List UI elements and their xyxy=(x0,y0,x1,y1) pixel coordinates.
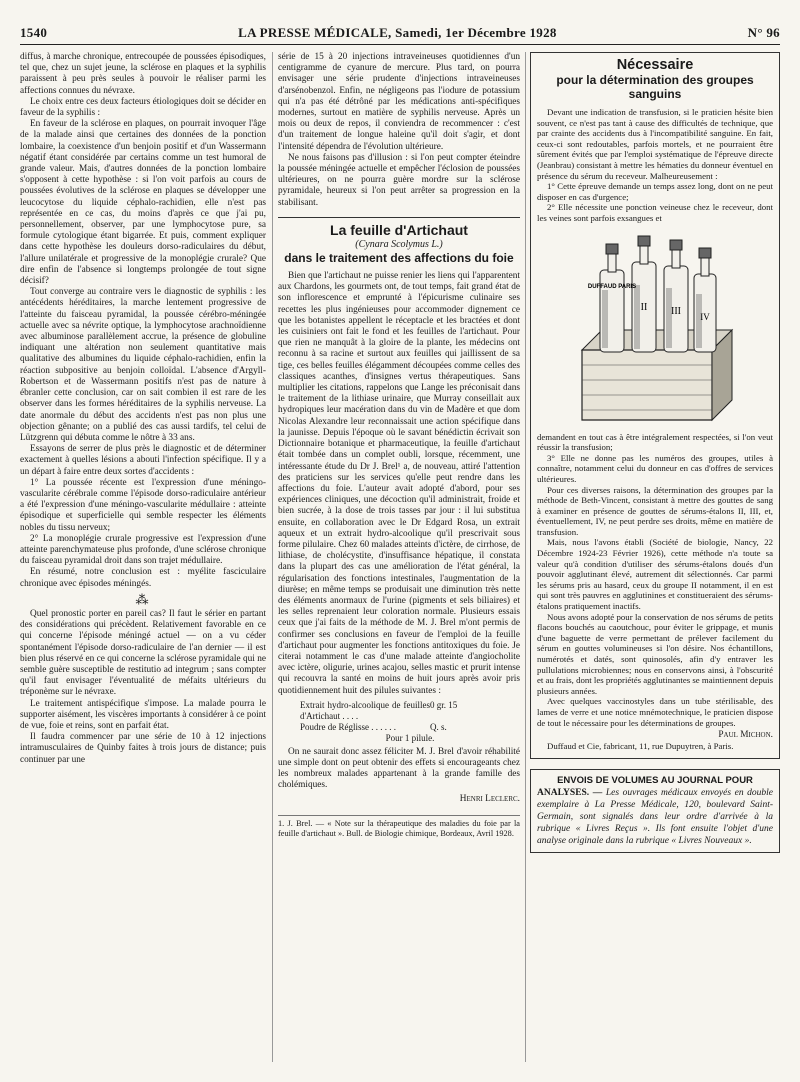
section-ornament: ⁂ xyxy=(135,591,151,607)
ingredient-qty: 0 gr. 15 xyxy=(430,699,458,710)
author-signature: Henri Leclerc. xyxy=(459,793,520,804)
column-divider xyxy=(525,52,526,1062)
bottle-numeral: IV xyxy=(700,311,710,322)
paragraph: Essayons de serrer de plus près le diagnostic et de déterminer exactement à quelles lésions a abouti l'infection spécifique. Il y a un départ à faire entre deux sortes d'accidents : xyxy=(20,444,266,477)
paragraph: En faveur de la sclérose en plaques, on pourrait invoquer l'âge de la malade ainsi que certaines des données de la ponction lombaire, la coexistence d'un benjoin positif et d'un Wassermann négatif étant considérée par certains comme un test humoral de grande valeur. Mais, d'autres données de la ponction lombaire s'opposent à cette hypothèse : si l'on voit parfois au cours de poussées évolutives de la sclérose en plaques se développer une leucocytose du liquide céphalo-rachidien, elle n'est pas représentée en ce cas, du moins d'après ce que j'ai pu, personnellement, observer, par une lymphocytose pure, sa formule cytologique étant bigarrée. Et puis, comment expliquer dans cette hypothèse les douleurs dorso-radiculaires du début, l'allure unilatérale et progressive de la monoplégie crurale? Que dire enfin de l'absence si longtemps prolongée de tout signe décisif? xyxy=(20,119,266,287)
column-right xyxy=(530,52,780,1072)
article-rule xyxy=(278,217,520,218)
paragraph: Pour ces diverses raisons, la détermination des groupes par la méthode de Beth-Vincent, consistant à mettre des gouttes de sang à examiner en présence de gouttes de sérums-étalons II, III, et, éventuellement, IV, ne peut perdre ses droits, même en matière de transfusion. xyxy=(537,484,773,537)
author-signature: Paul Michon. xyxy=(718,730,773,741)
paragraph: En résumé, notre conclusion est : myélite fasciculaire chronique avec épisodes méningés. xyxy=(20,567,266,589)
paragraph: Mais, nous l'avons établi (Société de biologie, Nancy, 22 Décembre 1924-23 Février 1926), cette méthode n'a toute sa valeur qu'à condition d'utiliser des sérums-étalons doués d'un pouvoir agglutinant élevé, autrement dit sélectionnés. Car parmi les sérums pris au hasard, ceux du groupe II notamment, il en est qui sont très pauvres en agglutinines et constitueraient des sérums-étalons pratiquement inactifs. xyxy=(537,537,773,612)
bottle-numeral: III xyxy=(671,305,681,317)
product-notice xyxy=(530,52,780,759)
notice-lead: ANALYSES. — xyxy=(537,787,603,798)
column-middle xyxy=(278,52,520,1062)
page-number: 1540 xyxy=(20,25,48,40)
footnote: 1. J. Brel. — « Note sur la thérapeutique des maladies du foie par la feuille d'artichaut ». Bull. de Biologie chimique, Bordeaux, Avril 1928. xyxy=(278,815,520,839)
column-divider xyxy=(272,52,273,1062)
ingredient-name: Poudre de Réglisse . . . . . . xyxy=(300,721,396,732)
notice-subtitle: pour la détermination des groupes sanguins xyxy=(556,73,754,101)
paragraph: Bien que l'artichaut ne puisse renier les liens qui l'apparentent aux Chardons, les gourmets ont, de tout temps, fait grand état de son inflorescence et emprunté à l'épicurisme culinaire ses recettes les plus ingénieuses pour accommoder dignement ce que les botanistes appellent le réceptacle et les bractées et dont les cuisiniers ont fait le fond et les feuilles de l'artichaut. Pour que rien ne manquât à la gloire de la plante, les médecins ont reconnu à sa racine et surtout aux feuilles qui jaillissent de sa tige, ces belles feuilles élégamment découpées comme celles des classiques acanthes, d'insignes vertus thérapeutiques. Sans multiplier les citations, rappelons que Lange les préconisait dans le traitement de la lithiase urinaire, que Murray conseillait aux hydropiques leur macération dans du vin de Madère et que dom Nicolas Alexandre leur reconnaissait une action spécifique dans la jaunisse. Depuis l'époque où le savant bénédictin écrivait son Dictionnaire botanique et pharmaceutique, la feuille d'artichaut était tombée dans un complet oubli, lorsque, récemment, une intéressante étude du Dr J. Brel¹ a, de nouveau, attiré l'attention des praticiens sur les services qu'elle peut rendre dans les affections du foie. L'auteur avait adopté d'abord, pour ses expériences cliniques, une décoction qu'il administrait, froide et bien sucrée, à la dose de trois tasses par jour : il lui substitua ensuite, en collaboration avec le Dr Edgard Rosa, un extrait aqueux et un extrait hydro-alcoolique qu'il prescrivait sous forme pilulaire. Chez 60 malades atteints d'ictère, de cirrhose, de lithiase, de cholécystite, d'insuffisance hépatique, il constata dans la plupart des cas une amélioration de l'état général, la régularisation des fonctions intestinales, l'augmentation de la diurèse; en même temps se produisait une diminution très nette des éléments anormaux de l'urine (pigments et sels biliaires) et les selles reprenaient leur coloration normale. Plusieurs essais ceux que j'ai faits de la méthode de M. J. Brel m'ont permis de confirmer ses conclusions en faveur de l'emploi de la feuille d'artichaut pour augmenter les fonctions antitoxiques du foie. Je citerai notamment le cas d'une malade atteinte d'angiocholite avec ictère, oligurie, urines acajou, selles mastic et prurit intense qui recouvra la santé en moins de huit jours après avoir pris quotidiennement huit des pilules suivantes : xyxy=(278,271,520,696)
paragraph: série de 15 à 20 injections intraveineuses quotidiennes d'un centigramme de cyanure de mercure. Plus tard, on pourra envisager une série prudente d'injections intraveineuses d'arsénobenzol. Enfin, ne négligeons pas l'iodure de potassium qui n'a pas été détrôné par les médications anti-spécifiques modernes, surtout en matière de syphilis nerveuse. Après un mois ou deux de repos, il conviendra de recommencer : c'est d'un traitement de longue haleine qu'il doit s'agir, et dont l'intensité dépendra de l'évolution ultérieure. xyxy=(278,52,520,152)
notice-heading: ENVOIS DE VOLUMES AU JOURNAL POUR xyxy=(557,774,753,786)
paragraph: Quel pronostic porter en pareil cas? Il faut le sérier en partant des considérations qui précèdent. Relativement favorable en ce qui concerne l'épisode méningé actuel — on a vu céder spontanément l'épisode dorso-radiculaire de l'an dernier — il est bien plus réservé en ce qui concerne la sclérose pyramidale qui ne semble guère susceptible de restitutio ad integrum ; sans compter qu'il faut envisager l'éventualité de méfaits ultérieurs du tréponème sur le névraxe. xyxy=(20,608,266,698)
paragraph: On ne saurait donc assez féliciter M. J. Brel d'avoir réhabilité une simple dont on peut obtenir des effets si encourageants chez les nombreux malades appartenant à la grande famille des cholémiques. xyxy=(278,746,520,791)
paragraph: Nous avons adopté pour la conservation de nos sérums de petits flacons bouchés au caoutchouc, pour éviter le grippage, et munis d'une baguette de verre permettant de prélever facilement du sérum en gouttes volumineuses si l'on désire. Nos échantillons, numérotés et datés, sont quinosolés, afin d'y entraver les pullulations microbiennes; nous en conservons ainsi, à l'obscurité et au frais, dont les propriétés agglutinantes se maintiennent depuis plusieurs années. xyxy=(537,611,773,696)
article-subtitle: (Cynara Scolymus L.) xyxy=(355,238,443,250)
prescription xyxy=(300,700,520,744)
paragraph: diffus, à marche chronique, entrecoupée de poussées épisodiques, tel que, chez un sujet jeune, la sclérose en plaques et la syphilis paraissent à peu près seules à pouvoir le réaliser parmi les affections connues du névraxe. xyxy=(20,52,266,96)
prescription-total: Pour 1 pilule. xyxy=(385,732,435,743)
paragraph: 1° Cette épreuve demande un temps assez long, dont on ne peut disposer en cas d'urgence; xyxy=(537,181,773,202)
paragraph: Tout converge au contraire vers le diagnostic de syphilis : les antécédents héréditaires, la marche lentement progressive de l'atteinte du faisceau pyramidal, la poussée cérébro-méningée actuelle avec sa névrite optique, la lymphocytose arachnoïdienne avec albuminose parallèlement accrue, la présence de globuline indiquant une altération non seulement quantitative mais qualitative des albumines du liquide céphalo-rachidien, enfin la réaction subpositive au benjoin colloïdal. L'absence d'Argyll-Robertson et de Wassermann positifs n'est pas de nature à ébranler cette conclusion, car on sait combien il est rare de les observer dans les formes héréditaires de la syphilis nerveuse. La date anormale du début des accidents n'est pas non plus une objection gênante; on a publié des cas aussi tardifs, tel celui de Lützgrenn qui débuta comme le nôtre à 33 ans. xyxy=(20,287,266,443)
paragraph: 2° Elle nécessite une ponction veineuse chez le receveur, dont les veines sont parfois exsangues et xyxy=(537,202,773,223)
prescription-row xyxy=(300,700,520,722)
article-title: La feuille d'Artichaut xyxy=(330,221,468,238)
ingredient-qty: Q. s. xyxy=(430,721,447,732)
running-header xyxy=(20,22,780,45)
serum-kit-illustration xyxy=(562,230,748,426)
column-left xyxy=(20,52,266,1066)
paragraph: Le choix entre ces deux facteurs étiologiques doit se décider en faveur de la syphilis : xyxy=(20,96,266,119)
manufacturer-line: Duffaud et Cie, fabricant, 11, rue Dupuytren, à Paris. xyxy=(547,741,734,752)
paragraph: demandent en tout cas à être intégralement respectées, si l'on veut réussir la transfusion; xyxy=(537,431,773,453)
prescription-row xyxy=(300,722,520,733)
bottle-numeral: II xyxy=(640,301,648,313)
notice-box xyxy=(530,769,780,853)
article-title-line2: dans le traitement des affections du foie xyxy=(284,251,514,266)
ingredient-name: Extrait hydro-alcoolique de feuilles d'Artichaut . . . . xyxy=(300,699,430,721)
paragraph: Il faudra commencer par une série de 10 à 12 injections intramusculaires de Quinby faites à trois jours de distance; puis continuer par une xyxy=(20,732,266,765)
paragraph: Le traitement antispécifique s'impose. La malade pourra le supporter aisément, les viscères importants à considérer à ce point de vue, foie et reins, sont en parfait état. xyxy=(20,698,266,731)
bottle-label: DUFFAUD PARIS xyxy=(587,283,637,290)
notice-title: Nécessaire xyxy=(616,57,694,73)
paragraph: 3° Elle ne donne pas les numéros des groupes, utiles à connaître, notamment celui du donneur en cas d'offres de services ultérieures. xyxy=(537,452,773,484)
journal-title: LA PRESSE MÉDICALE, Samedi, 1er Décembre 1928 xyxy=(238,25,557,40)
paragraph: Devant une indication de transfusion, si le praticien hésite bien souvent, ce n'est pas tant à cause des difficultés de technique, que par crainte des accidents dus à l'incompatibilité sanguine. En fait, ceux-ci sont redoutables, parfois mortels, et ne pourraient être sûrement évités que par l'emploi systématique de l'épreuve directe (Jeanbrau) consistant à mettre les hématies du donneur éventuel en présence du sérum du receveur. Malheureusement : xyxy=(537,107,773,181)
paragraph: 2° La monoplégie crurale progressive est l'expression d'une atteinte parenchymateuse plus profonde, d'une sclérose chronique du faisceau pyramidal droit dans son trajet médullaire. xyxy=(20,533,266,567)
paragraph: Ne nous faisons pas d'illusion : si l'on peut compter éteindre la poussée méningée actuelle et empêcher l'éclosion de poussées ultérieures, on ne pourra guère mordre sur la sclérose pyramidale, heureux si l'on peut arrêter sa progression en la stabilisant. xyxy=(278,152,520,208)
notice-text: Les ouvrages médicaux envoyés en double exemplaire à La Presse Médicale, 120, boulevard Saint-Germain, sont signalés dans leur ordre d'arrivée à la rubrique « Livres Reçus ». Ils font ensuite l'objet d'une analyse originale dans la rubrique « Livres Nouveaux ». xyxy=(537,787,774,846)
issue-number: N° 96 xyxy=(747,25,780,40)
paragraph: Avec quelques vaccinostyles dans un tube stérilisable, des lames de verre et une notice mnémotechnique, le praticien dispose de tout le nécessaire pour les déterminations de groupes. xyxy=(537,696,773,728)
paragraph: 1° La poussée récente est l'expression d'une méningo-vascularite cérébrale comme l'épisode dorso-radiculaire antérieur a été l'expression d'une méningo-vascularite médullaire : atteinte épisodique et superficielle qui semble respecter les éléments nobles du tissu nerveux; xyxy=(20,477,266,533)
notice-body xyxy=(537,787,773,847)
